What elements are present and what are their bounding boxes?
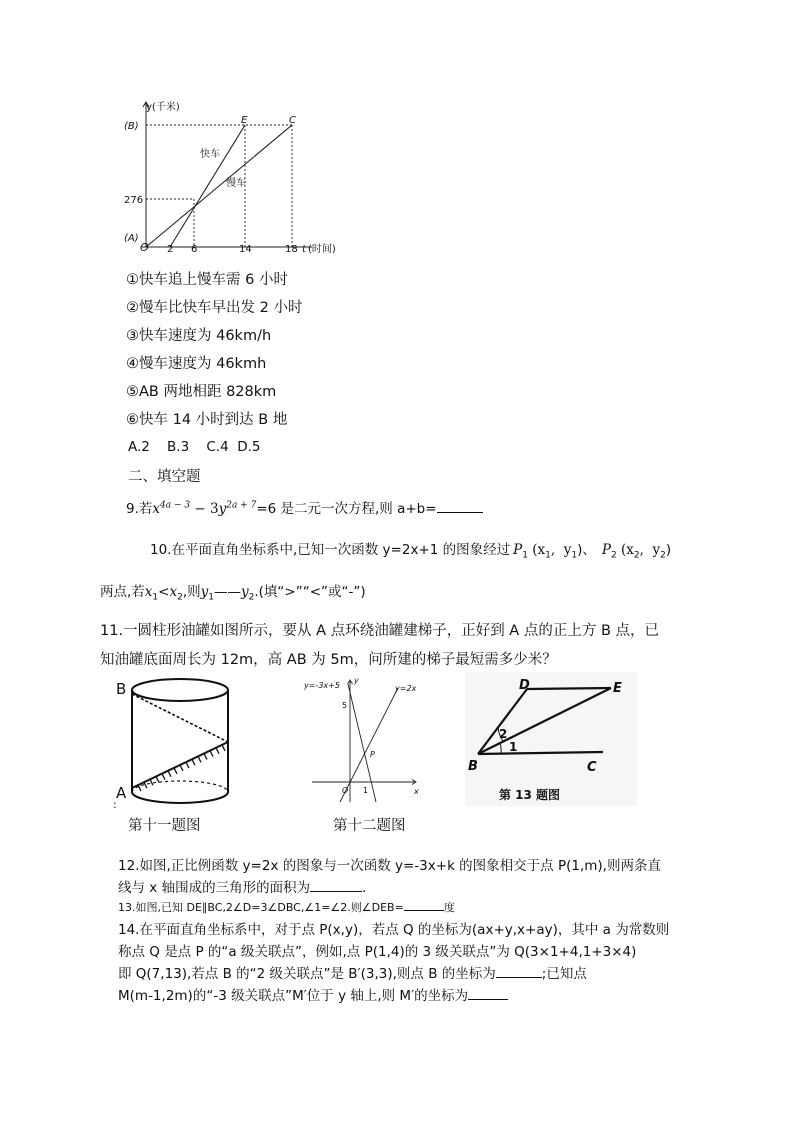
label-origin: O [140,241,149,254]
x-axis-label: (时间) [308,244,336,255]
statement-1: ①快车追上慢车需 6 小时 [126,272,288,288]
statement-5: ⑤AB 两地相距 828km [126,384,277,400]
label-angle-1: 1 [509,740,518,754]
cylinder-bottom-front [132,792,228,803]
label-x: x [414,787,419,796]
distance-time-graph [122,96,352,256]
label-E: E [241,115,248,126]
question-11-line2: 知油罐底面周长为 12m，高 AB 为 5m，问所建的梯子最短需多少米？ [100,652,557,668]
label-fast-car: 快车 [200,149,220,160]
parallel-lines-figure [465,672,637,806]
line-2x [340,688,398,802]
statement-4: ④慢车速度为 46kmh [126,356,267,372]
answer-blank-12[interactable] [310,890,362,892]
ladder-rung [216,748,219,754]
answer-choices: A.2 B.3 C.4 D.5 [128,439,261,455]
answer-blank-9[interactable] [437,511,483,513]
question-13: 13.如图,已知 DE∥BC,2∠D=3∠DBC,∠1=∠2.则∠DEB= 度 [118,901,455,914]
label-line-2x: y=2x [395,684,417,693]
ladder-rung [168,771,171,777]
label-C: C [289,115,296,126]
x-axis-var: t [302,244,306,255]
label-C: C [587,760,597,775]
cylinder-top [132,679,228,701]
question-14-line1: 14.在平面直角坐标系中，对于点 P(x,y)，若点 Q 的坐标为(ax+y,x+ay)，其中 a 为常数则 [118,922,670,938]
label-y: y [354,676,359,685]
tick-6: 6 [191,244,198,255]
statement-6: ⑥快车 14 小时到达 B 地 [126,412,288,428]
section-heading-fill: 二、填空题 [128,469,201,485]
label-origin: O [342,786,349,795]
ladder-rung [138,785,141,791]
question-12-line2: 线与 x 轴围成的三角形的面积为 . [118,880,367,896]
label-A: (A) [124,233,139,244]
answer-blank-14a[interactable] [496,976,542,978]
ladder-rung [210,751,213,757]
line-neg3x-plus5 [348,684,376,802]
answer-blank-14b[interactable] [468,998,508,1000]
question-14-line4: M(m-1,2m)的“-3 级关联点”M′位于 y 轴上,则 M′的坐标为 [118,984,508,1004]
statement-2: ②慢车比快车早出发 2 小时 [126,300,303,316]
label-D: D [519,678,530,693]
linear-functions-figure [298,672,426,806]
label-angle-2: 2 [499,727,508,741]
label-B: B [468,759,478,774]
figure-13-background [465,672,637,806]
label-line-neg3x: y=-3x+5 [304,681,340,690]
label-276: 276 [124,195,144,206]
figure-11-caption: 第十一题图 [128,818,201,834]
question-9: 9.若$x^{4a - 3} - 3y^{2a + 7}=6$ 是二元一次方程,则 a+b= [126,497,483,517]
stray-colon: : [113,798,117,811]
segment-DE [527,688,611,689]
question-12-line1: 12.如图,正比例函数 y=2x 的图象与一次函数 y=-3x+k 的图象相交于点 P(1,m),则两条直 [118,858,661,874]
figure-13-caption: 第 13 题图 [499,788,561,802]
label-slow-car: 慢车 [226,178,246,189]
ladder-rung [156,777,159,783]
ladder-rung [222,745,225,751]
y-axis-label: y(千米) [146,102,180,113]
question-10-line2: 两点,若$x_1<x_2$,则$y_1——y_2$.(填“>”“<”或“-”) [100,584,366,603]
ladder-rung [198,756,201,762]
ladder-rung [144,782,147,788]
question-10-line1: 10.在平面直角坐标系中,已知一次函数 y=2x+1 的图象经过 $P_1$ ($x_1$, $y_1$)、 $P_2$ ($x_2$, $y_2$) [150,542,672,561]
tick-18: 18 [285,244,298,255]
label-B: B [116,680,127,698]
ladder-rung [186,762,189,768]
label-B: (B) [124,121,139,132]
statement-3: ③快车速度为 46km/h [126,328,272,344]
label-1: 1 [363,786,369,795]
label-P: P [370,750,375,759]
ladder-rung [150,779,153,785]
answer-blank-13[interactable] [404,909,444,911]
question-14-line2: 称点 Q 是点 P 的“a 级关联点”，例如,点 P(1,4)的 3 级关联点”为 Q(3×1+4,1+3×4) [118,944,637,960]
label-A: A [116,784,127,802]
slow-car-line [146,125,292,247]
answer-blank-10[interactable]: —— [214,584,241,600]
ladder-rung [204,754,207,760]
ladder-rung [180,765,183,771]
ladder-rungs [138,745,225,791]
ladder-rung [162,774,165,780]
ladder-rung [192,759,195,765]
cylinder-figure [114,674,244,812]
question-14-line3: 即 Q(7,13),若点 B 的“2 级关联点”是 B′(3,3),则点 B 的坐标为 ;已知点 [118,966,587,982]
ladder-rung [174,768,177,774]
tick-14: 14 [239,244,252,255]
label-5: 5 [342,701,348,710]
figure-12-caption: 第十二题图 [333,818,406,834]
question-11-line1: 11.一圆柱形油罐如图所示，要从 A 点环绕油罐建梯子，正好到 A 点的正上方 B 点，已 [100,623,659,639]
label-E: E [613,681,622,696]
tick-2: 2 [167,244,174,255]
